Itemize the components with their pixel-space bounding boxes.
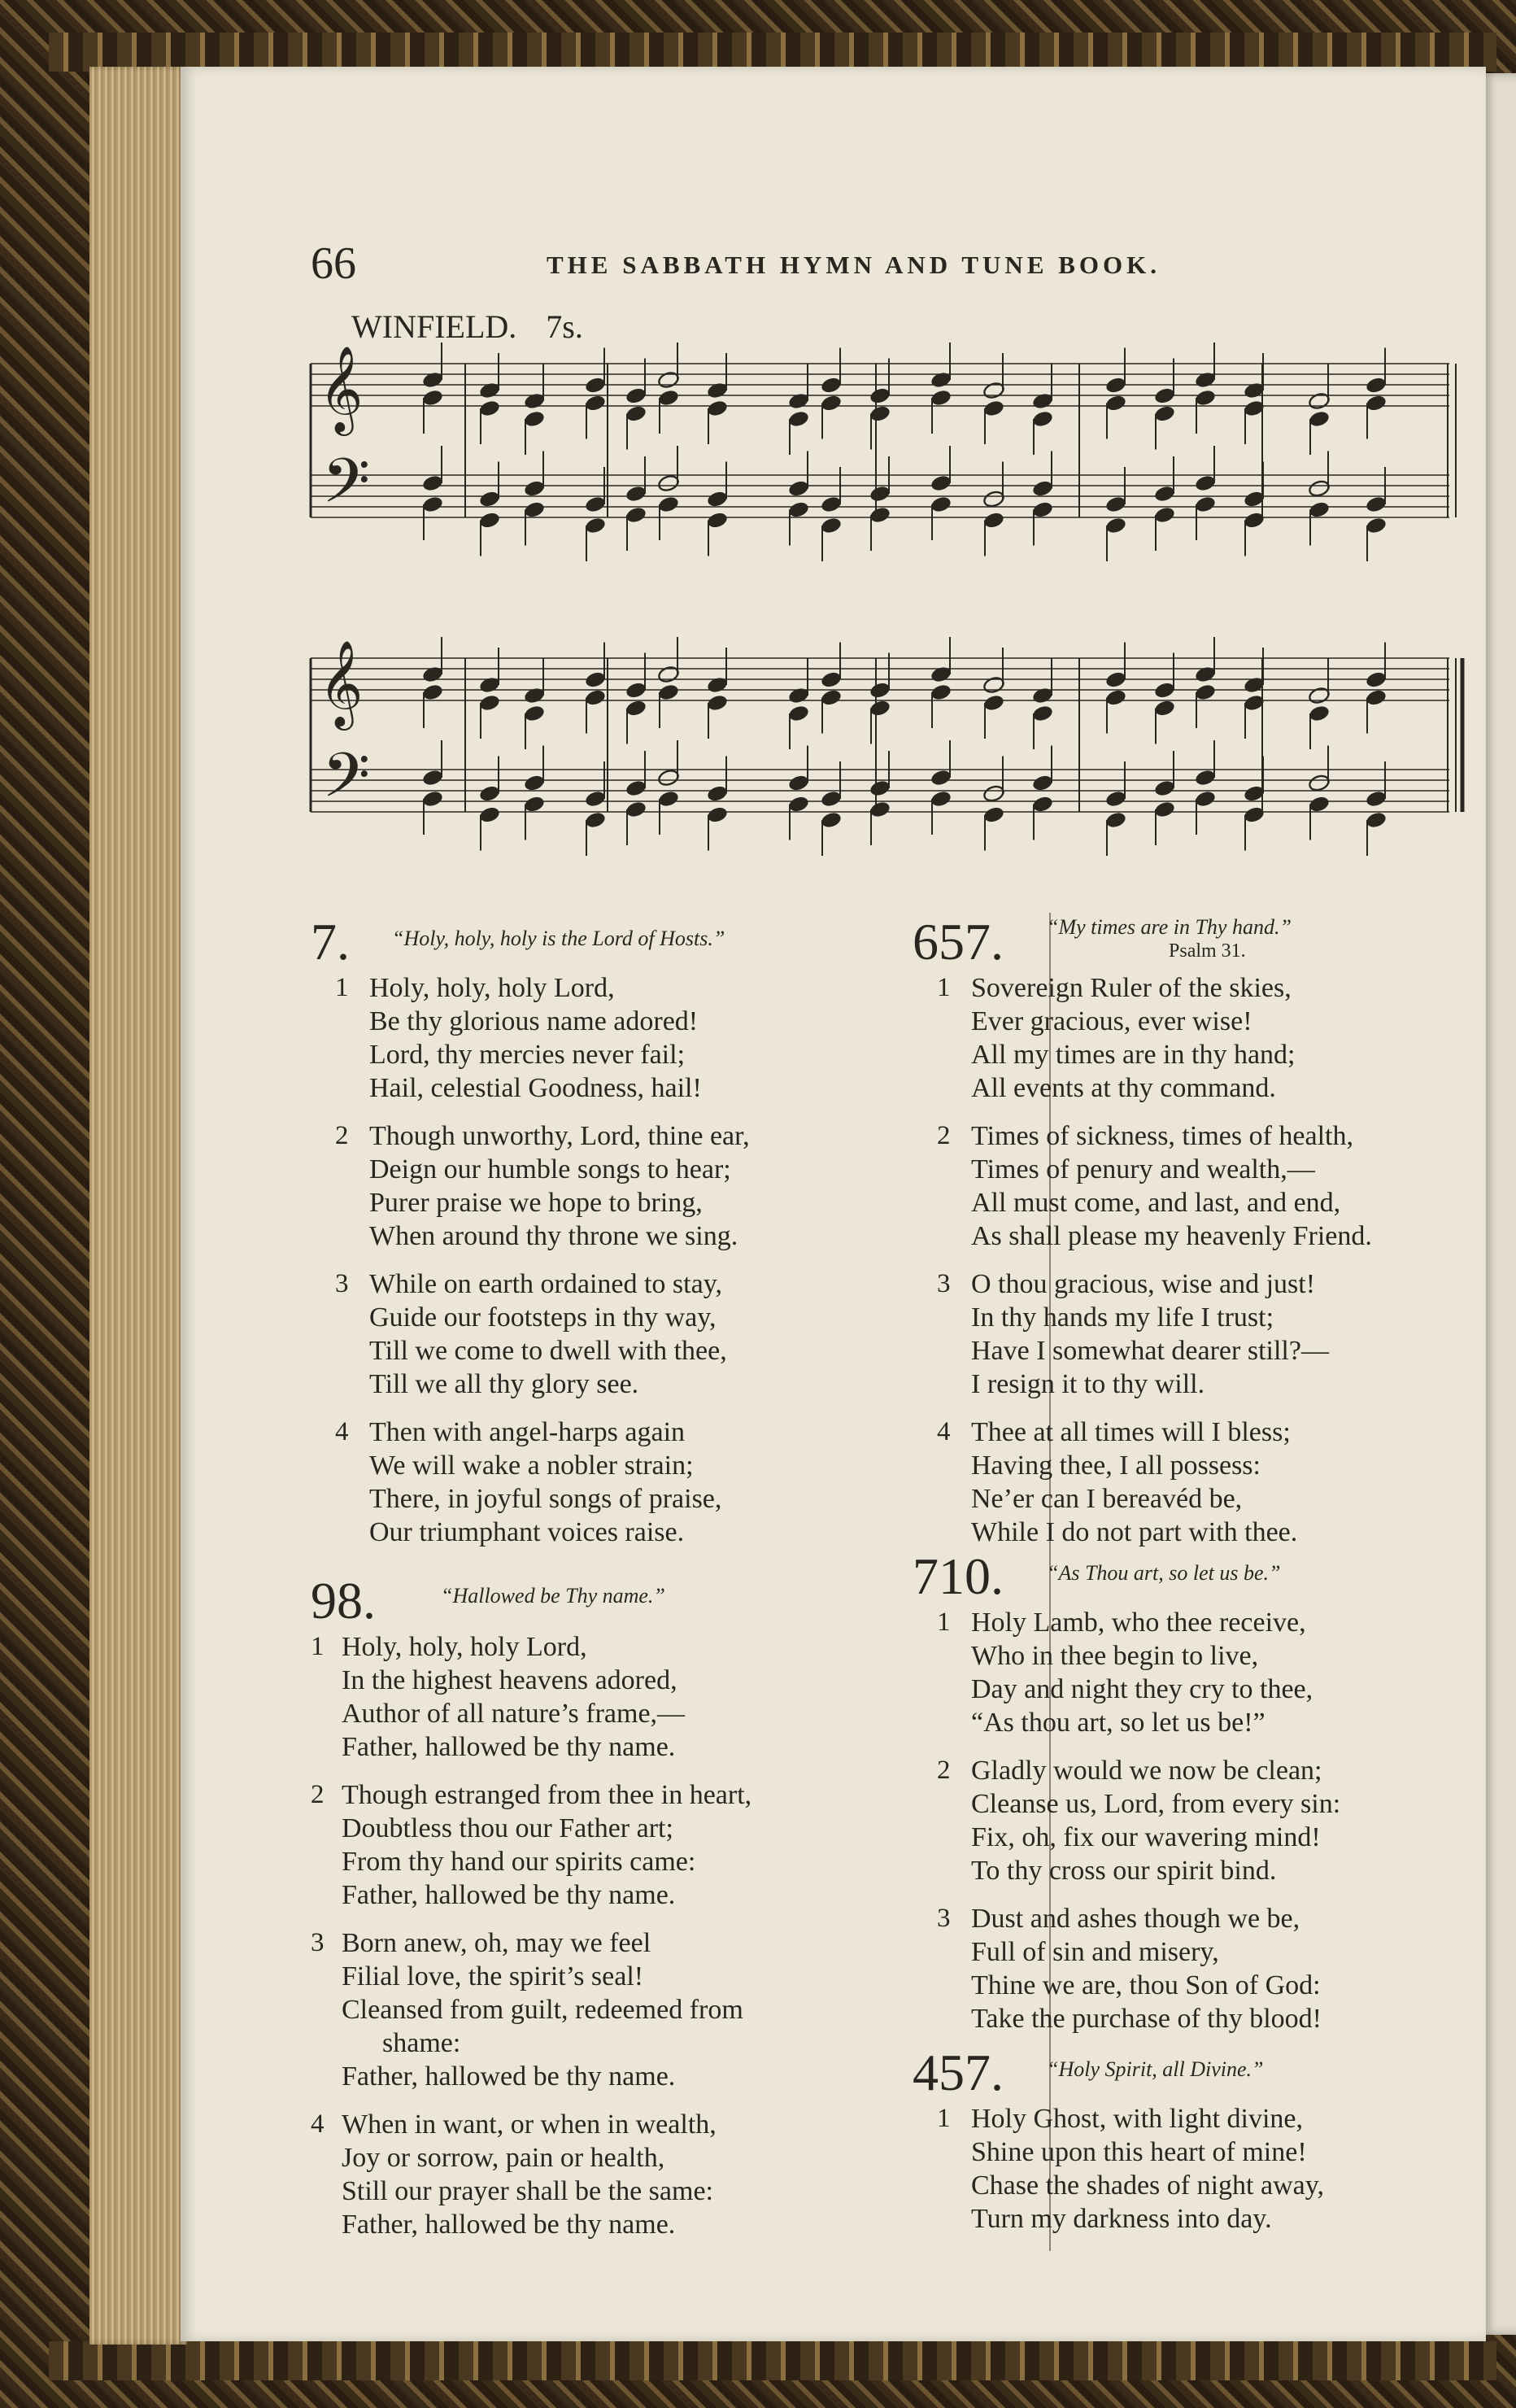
page-edges bbox=[89, 67, 187, 2345]
note-head bbox=[706, 805, 729, 824]
verse bbox=[913, 2102, 1466, 2236]
clef-icon: 𝄢 bbox=[322, 445, 371, 532]
verse-line: Holy, holy, holy Lord, bbox=[369, 973, 615, 1003]
note-head bbox=[1194, 473, 1217, 492]
verse-number: 2 bbox=[335, 1121, 349, 1150]
note-head bbox=[1153, 404, 1176, 423]
verse-line: Filial love, the spirit’s seal! bbox=[342, 1961, 644, 1991]
verse-line: Full of sin and misery, bbox=[971, 1937, 1219, 1967]
verse-line: Father, hallowed be thy name. bbox=[342, 1732, 676, 1762]
note-head bbox=[869, 505, 891, 524]
note-head bbox=[706, 381, 729, 399]
note-head bbox=[1365, 376, 1387, 395]
verse-line: Day and night they cry to thee, bbox=[971, 1674, 1313, 1704]
note-head bbox=[657, 665, 680, 683]
verse-line: Holy Lamb, who thee receive, bbox=[971, 1608, 1306, 1638]
verse-line: shame: bbox=[382, 2028, 461, 2058]
note-head bbox=[930, 370, 952, 389]
verse-line: I resign it to thy will. bbox=[971, 1369, 1205, 1399]
note-head bbox=[523, 704, 546, 722]
note-head bbox=[584, 495, 607, 513]
note-head bbox=[1308, 704, 1331, 722]
note-head bbox=[657, 473, 680, 492]
note-head bbox=[584, 670, 607, 689]
note-head bbox=[657, 789, 680, 808]
note-head bbox=[421, 768, 444, 787]
note-head bbox=[1031, 479, 1054, 498]
note-head bbox=[523, 686, 546, 705]
verse-number: 2 bbox=[311, 1780, 325, 1809]
note-head bbox=[1308, 500, 1331, 519]
book-page bbox=[181, 67, 1486, 2341]
note-head bbox=[869, 800, 891, 818]
note-head bbox=[820, 810, 843, 829]
music-score bbox=[181, 67, 1486, 880]
note-head bbox=[1153, 800, 1176, 818]
note-head bbox=[982, 381, 1005, 399]
note-head bbox=[478, 490, 501, 508]
verse-line: To thy cross our spirit bind. bbox=[971, 1856, 1277, 1886]
note-head bbox=[1031, 409, 1054, 428]
verse-line: Though estranged from thee in heart, bbox=[342, 1780, 752, 1810]
note-head bbox=[869, 484, 891, 503]
note-head bbox=[478, 784, 501, 803]
note-head bbox=[625, 800, 647, 818]
verse-number: 1 bbox=[335, 973, 349, 1002]
verse-line: Turn my darkness into day. bbox=[971, 2204, 1272, 2234]
note-head bbox=[1194, 683, 1217, 701]
hymn-caption: “As Thou art, so let us be.” bbox=[1047, 1561, 1281, 1585]
verse-number: 3 bbox=[937, 1269, 951, 1298]
hymn-710 bbox=[913, 1547, 1466, 2050]
note-head bbox=[421, 370, 444, 389]
verse-line: Cleanse us, Lord, from every sin: bbox=[971, 1789, 1341, 1819]
note-head bbox=[787, 774, 810, 792]
note-head bbox=[1031, 391, 1054, 410]
verse bbox=[913, 971, 1466, 1105]
verse-line: Then with angel-harps again bbox=[369, 1417, 686, 1447]
note-head bbox=[625, 699, 647, 718]
note-head bbox=[930, 768, 952, 787]
note-head bbox=[478, 693, 501, 712]
note-head bbox=[421, 495, 444, 513]
note-head bbox=[787, 686, 810, 705]
note-head bbox=[982, 399, 1005, 417]
note-head bbox=[421, 473, 444, 492]
note-head bbox=[869, 699, 891, 718]
note-head bbox=[820, 495, 843, 513]
verse-line: Born anew, oh, may we feel bbox=[342, 1928, 651, 1958]
verse-line: Thine we are, thou Son of God: bbox=[971, 1970, 1321, 2000]
note-head bbox=[1153, 699, 1176, 718]
note-head bbox=[706, 511, 729, 530]
verse-number: 4 bbox=[311, 2109, 325, 2139]
verse bbox=[913, 1606, 1466, 1739]
verse-line: Sovereign Ruler of the skies, bbox=[971, 973, 1292, 1003]
note-head bbox=[1365, 688, 1387, 707]
note-head bbox=[820, 394, 843, 412]
note-head bbox=[1308, 774, 1331, 792]
note-head bbox=[478, 675, 501, 694]
verse-line: Times of sickness, times of health, bbox=[971, 1121, 1353, 1151]
verse-line: Doubtless thou our Father art; bbox=[342, 1813, 673, 1843]
hymn-657 bbox=[913, 913, 1466, 1564]
note-head bbox=[1153, 779, 1176, 797]
note-head bbox=[1308, 479, 1331, 498]
note-head bbox=[706, 693, 729, 712]
verse-line: Joy or sorrow, pain or health, bbox=[342, 2143, 665, 2173]
verse-line: Ever gracious, ever wise! bbox=[971, 1006, 1252, 1036]
note-head bbox=[1104, 810, 1127, 829]
note-head bbox=[657, 683, 680, 701]
binding-bottom-ornament bbox=[49, 2341, 1496, 2380]
note-head bbox=[1365, 810, 1387, 829]
note-head bbox=[657, 370, 680, 389]
verse-line: Cleansed from guilt, redeemed from bbox=[342, 1995, 743, 2025]
verse bbox=[913, 1416, 1466, 1549]
note-head bbox=[930, 789, 952, 808]
note-head bbox=[930, 683, 952, 701]
hymn-457 bbox=[913, 2044, 1466, 2250]
note-head bbox=[478, 381, 501, 399]
verse-line: In the highest heavens adored, bbox=[342, 1665, 677, 1695]
verse-number: 3 bbox=[335, 1269, 349, 1298]
note-head bbox=[820, 516, 843, 534]
note-head bbox=[787, 409, 810, 428]
note-head bbox=[1365, 670, 1387, 689]
verse-line: Gladly would we now be clean; bbox=[971, 1756, 1322, 1786]
note-head bbox=[584, 394, 607, 412]
verse-line: Having thee, I all possess: bbox=[971, 1450, 1261, 1481]
note-head bbox=[625, 404, 647, 423]
note-head bbox=[1153, 505, 1176, 524]
note-head bbox=[787, 704, 810, 722]
verse-line: Till we come to dwell with thee, bbox=[369, 1336, 727, 1366]
note-head bbox=[1308, 391, 1331, 410]
hymn-number: 710. bbox=[913, 1547, 1004, 1605]
note-head bbox=[523, 409, 546, 428]
clef-icon: 𝄞 bbox=[319, 345, 364, 432]
hymn-header bbox=[913, 1547, 1466, 1606]
note-head bbox=[625, 386, 647, 405]
note-head bbox=[421, 388, 444, 407]
note-head bbox=[1153, 484, 1176, 503]
hymn-header bbox=[913, 913, 1466, 971]
verse-line: Deign our humble songs to hear; bbox=[369, 1154, 731, 1184]
hymn-reference: Psalm 31. bbox=[1169, 940, 1246, 962]
verse-line: We will wake a nobler strain; bbox=[369, 1450, 694, 1481]
note-head bbox=[706, 490, 729, 508]
verse-line: Father, hallowed be thy name. bbox=[342, 2210, 676, 2240]
note-head bbox=[523, 795, 546, 814]
page-number: 66 bbox=[311, 238, 356, 289]
verse-line: Holy Ghost, with light divine, bbox=[971, 2104, 1303, 2134]
verse-line: There, in joyful songs of praise, bbox=[369, 1484, 722, 1514]
verse-line: In thy hands my life I trust; bbox=[971, 1302, 1274, 1333]
verse-line: While I do not part with thee. bbox=[971, 1517, 1298, 1547]
note-head bbox=[421, 789, 444, 808]
verse-number: 1 bbox=[937, 2104, 951, 2133]
note-head bbox=[421, 665, 444, 683]
verse-line: Who in thee begin to live, bbox=[971, 1641, 1259, 1671]
hymn-number: 657. bbox=[913, 913, 1004, 971]
note-head bbox=[1104, 789, 1127, 808]
note-head bbox=[523, 774, 546, 792]
note-head bbox=[625, 505, 647, 524]
note-head bbox=[1031, 500, 1054, 519]
note-head bbox=[1365, 516, 1387, 534]
note-head bbox=[1308, 409, 1331, 428]
tune-meter: 7s. bbox=[546, 308, 583, 345]
note-head bbox=[625, 681, 647, 700]
note-head bbox=[787, 391, 810, 410]
note-head bbox=[869, 681, 891, 700]
note-head bbox=[982, 490, 1005, 508]
note-head bbox=[1365, 495, 1387, 513]
clef-icon: 𝄞 bbox=[319, 639, 364, 726]
verse-number: 2 bbox=[937, 1756, 951, 1785]
note-head bbox=[1104, 394, 1127, 412]
verse-line: Fix, oh, fix our wavering mind! bbox=[971, 1822, 1321, 1852]
note-head bbox=[1031, 795, 1054, 814]
verse-line: Hail, celestial Goodness, hail! bbox=[369, 1073, 702, 1103]
note-head bbox=[584, 376, 607, 395]
note-head bbox=[478, 511, 501, 530]
note-head bbox=[930, 473, 952, 492]
verse-line: O thou gracious, wise and just! bbox=[971, 1269, 1316, 1299]
hymn-caption: “My times are in Thy hand.” bbox=[1047, 915, 1292, 939]
note-head bbox=[820, 688, 843, 707]
verse-line: Holy, holy, holy Lord, bbox=[342, 1632, 587, 1662]
verse bbox=[913, 1267, 1466, 1401]
binding-top-ornament bbox=[49, 33, 1496, 72]
note-head bbox=[982, 511, 1005, 530]
note-head bbox=[478, 399, 501, 417]
verse-line: When in want, or when in wealth, bbox=[342, 2109, 717, 2140]
note-head bbox=[1194, 495, 1217, 513]
note-head bbox=[523, 391, 546, 410]
note-head bbox=[982, 693, 1005, 712]
note-head bbox=[930, 665, 952, 683]
note-head bbox=[787, 500, 810, 519]
note-head bbox=[478, 805, 501, 824]
note-head bbox=[584, 810, 607, 829]
verse-line: Our triumphant voices raise. bbox=[369, 1517, 685, 1547]
note-head bbox=[1194, 388, 1217, 407]
verse-line: Father, hallowed be thy name. bbox=[342, 2061, 676, 2092]
note-head bbox=[706, 399, 729, 417]
note-head bbox=[982, 784, 1005, 803]
note-head bbox=[584, 789, 607, 808]
note-head bbox=[657, 388, 680, 407]
note-head bbox=[584, 688, 607, 707]
verse-line: Take the purchase of thy blood! bbox=[971, 2004, 1322, 2034]
verse-line: All must come, and last, and end, bbox=[971, 1188, 1341, 1218]
note-head bbox=[820, 789, 843, 808]
verse-line: “As thou art, so let us be!” bbox=[971, 1708, 1266, 1738]
note-head bbox=[1194, 768, 1217, 787]
note-head bbox=[820, 376, 843, 395]
verse-number: 1 bbox=[937, 1608, 951, 1637]
verse-line: Father, hallowed be thy name. bbox=[342, 1880, 676, 1910]
verse bbox=[913, 1902, 1466, 2035]
verse-line: Be thy glorious name adored! bbox=[369, 1006, 699, 1036]
note-head bbox=[584, 516, 607, 534]
note-head bbox=[1153, 386, 1176, 405]
verse-line: All events at thy command. bbox=[971, 1073, 1276, 1103]
verse-line: Purer praise we hope to bring, bbox=[369, 1188, 703, 1218]
note-head bbox=[1104, 516, 1127, 534]
note-head bbox=[657, 495, 680, 513]
tune-name: WINFIELD. bbox=[351, 308, 517, 345]
hymn-caption: “Holy Spirit, all Divine.” bbox=[1047, 2057, 1264, 2081]
note-head bbox=[1194, 665, 1217, 683]
hymn-header bbox=[913, 2044, 1466, 2102]
note-head bbox=[1194, 789, 1217, 808]
note-head bbox=[523, 479, 546, 498]
note-head bbox=[1308, 795, 1331, 814]
verse-line: Lord, thy mercies never fail; bbox=[369, 1040, 686, 1070]
verse bbox=[913, 1119, 1466, 1253]
book-title: THE SABBATH HYMN AND TUNE BOOK. bbox=[547, 251, 1161, 279]
clef-icon: 𝄢 bbox=[322, 739, 371, 827]
verse bbox=[913, 1754, 1466, 1887]
note-head bbox=[1194, 370, 1217, 389]
note-head bbox=[1104, 670, 1127, 689]
note-head bbox=[706, 784, 729, 803]
note-head bbox=[869, 386, 891, 405]
note-head bbox=[930, 495, 952, 513]
note-head bbox=[625, 779, 647, 797]
note-head bbox=[1104, 495, 1127, 513]
note-head bbox=[1365, 789, 1387, 808]
verse-line: Till we all thy glory see. bbox=[369, 1369, 639, 1399]
note-head bbox=[1031, 686, 1054, 705]
hymn-number: 98. bbox=[311, 1572, 376, 1629]
verse-line: Author of all nature’s frame,— bbox=[342, 1699, 686, 1729]
verse-line: As shall please my heavenly Friend. bbox=[971, 1221, 1372, 1251]
note-head bbox=[1153, 681, 1176, 700]
note-head bbox=[982, 805, 1005, 824]
note-head bbox=[1104, 376, 1127, 395]
verse-number: 4 bbox=[335, 1417, 349, 1446]
verse-line: Still our prayer shall be the same: bbox=[342, 2176, 713, 2206]
note-head bbox=[1365, 394, 1387, 412]
verse-number: 3 bbox=[937, 1904, 951, 1933]
verse-line: Thee at all times will I bless; bbox=[971, 1417, 1291, 1447]
note-head bbox=[869, 779, 891, 797]
note-head bbox=[706, 675, 729, 694]
hymn-number: 457. bbox=[913, 2044, 1004, 2101]
verse-number: 1 bbox=[937, 973, 951, 1002]
verse-line: Dust and ashes though we be, bbox=[971, 1904, 1300, 1934]
verse-line: Shine upon this heart of mine! bbox=[971, 2137, 1307, 2167]
note-head bbox=[869, 404, 891, 423]
note-head bbox=[820, 670, 843, 689]
note-head bbox=[1031, 774, 1054, 792]
verse-number: 1 bbox=[311, 1632, 325, 1661]
note-head bbox=[787, 479, 810, 498]
verse-line: Guide our footsteps in thy way, bbox=[369, 1302, 717, 1333]
verse-line: When around thy throne we sing. bbox=[369, 1221, 738, 1251]
verse-number: 3 bbox=[311, 1928, 325, 1957]
note-head bbox=[1308, 686, 1331, 705]
verse-line: All my times are in thy hand; bbox=[971, 1040, 1296, 1070]
note-head bbox=[1104, 688, 1127, 707]
note-head bbox=[657, 768, 680, 787]
verse-line: Have I somewhat dearer still?— bbox=[971, 1336, 1329, 1366]
note-head bbox=[625, 484, 647, 503]
note-head bbox=[982, 675, 1005, 694]
note-head bbox=[523, 500, 546, 519]
hymn-number: 7. bbox=[311, 913, 350, 971]
note-head bbox=[787, 795, 810, 814]
verse-line: Times of penury and wealth,— bbox=[971, 1154, 1315, 1184]
verse-number: 4 bbox=[937, 1417, 951, 1446]
note-head bbox=[930, 388, 952, 407]
hymn-caption: “Holy, holy, holy is the Lord of Hosts.” bbox=[392, 927, 725, 950]
verse-line: While on earth ordained to stay, bbox=[369, 1269, 722, 1299]
note-head bbox=[421, 683, 444, 701]
verse-line: Though unworthy, Lord, thine ear, bbox=[369, 1121, 750, 1151]
note-head bbox=[1031, 704, 1054, 722]
verse-line: Ne’er can I bereavéd be, bbox=[971, 1484, 1243, 1514]
verse-line: Chase the shades of night away, bbox=[971, 2170, 1325, 2201]
verse-line: From thy hand our spirits came: bbox=[342, 1847, 696, 1877]
verse-number: 2 bbox=[937, 1121, 951, 1150]
hymn-caption: “Hallowed be Thy name.” bbox=[441, 1584, 665, 1608]
